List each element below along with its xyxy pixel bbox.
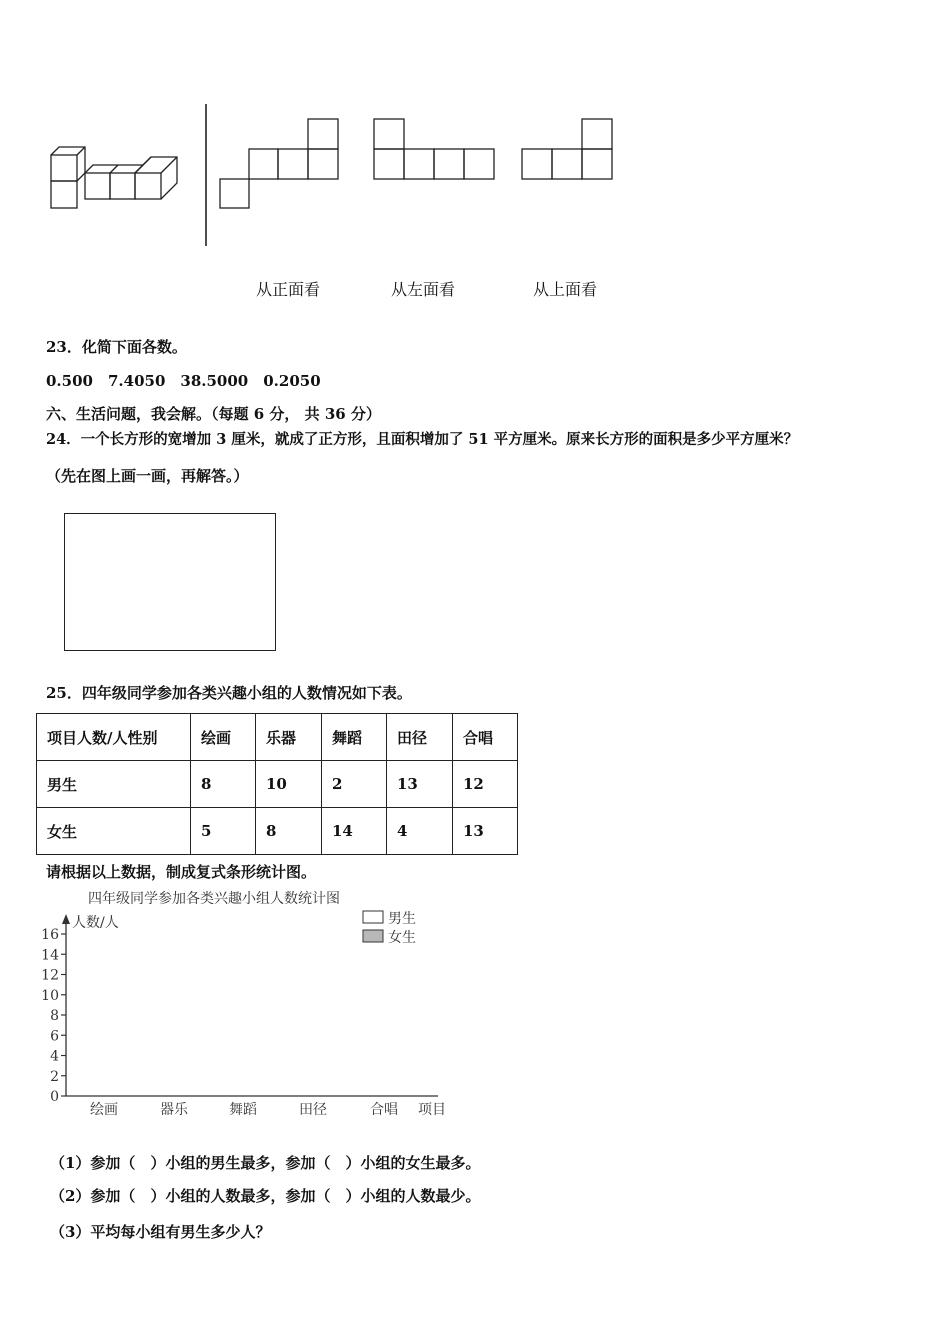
q23-title: 23．化简下面各数。 [46,338,187,356]
table-cell: 男生 [37,761,191,808]
cube-model-drawing [51,147,177,208]
three-view-figure [0,95,700,255]
top-view-drawing [522,119,612,179]
y-tick-label: 0 [50,1089,59,1105]
q25-question-3: （3）平均每小组有男生多少人？ [50,1223,271,1241]
q24-hint: （先在图上画一画，再解答。） [46,467,249,485]
q24-rectangle [64,513,276,651]
legend-label-boys: 男生 [388,911,416,927]
table-header-cell: 合唱 [453,714,518,761]
table-cell: 10 [256,761,322,808]
chart-ylabel: 人数/人 [72,915,119,931]
y-axis-arrow [62,914,70,924]
table-cell: 4 [387,808,453,855]
table-cell: 13 [453,808,518,855]
left-view-drawing [374,119,494,179]
table-header-cell: 田径 [387,714,453,761]
y-tick-label: 8 [50,1008,59,1024]
q25-question-2: （2）参加（ ）小组的人数最多，参加（ ）小组的人数最少。 [50,1187,481,1205]
q25-question-1: （1）参加（ ）小组的男生最多，参加（ ）小组的女生最多。 [50,1154,481,1172]
y-tick-label: 12 [41,967,59,984]
table-row [37,761,518,808]
table-row [37,808,518,855]
chart-title: 四年级同学参加各类兴趣小组人数统计图 [88,891,340,907]
table-cell: 2 [322,761,387,808]
y-tick-label: 14 [41,947,59,964]
x-category-label: 田径 [299,1102,327,1118]
table-header-cell: 项目人数/人性别 [37,714,191,761]
front-view-drawing [220,119,338,208]
x-category-label: 绘画 [90,1102,118,1118]
table-header-cell: 绘画 [191,714,256,761]
top-view-label: 从上面看 [533,280,598,299]
table-cell: 女生 [37,808,191,855]
legend-swatch-girls [363,930,383,942]
y-tick-label: 4 [50,1048,59,1065]
q25-title: 25．四年级同学参加各类兴趣小组的人数情况如下表。 [46,684,412,702]
y-tick-label: 2 [50,1068,59,1085]
chart-xlabel: 项目 [418,1102,446,1118]
table-cell: 13 [387,761,453,808]
table-header-cell: 乐器 [256,714,322,761]
table-cell: 8 [191,761,256,808]
table-cell: 5 [191,808,256,855]
x-category-label: 合唱 [370,1102,398,1118]
q23-numbers: 0.500 7.4050 38.5000 0.2050 [46,372,321,390]
front-view-label: 从正面看 [256,280,321,299]
legend-swatch-boys [363,911,383,923]
section6-heading: 六、生活问题，我会解。（每题 6 分， 共 36 分） [46,405,381,423]
table-cell: 8 [256,808,322,855]
table-cell: 14 [322,808,387,855]
q25-instruction: 请根据以上数据，制成复式条形统计图。 [46,863,317,881]
left-view-label: 从左面看 [391,280,456,299]
table-header-row [37,714,518,761]
interest-group-table [36,713,518,855]
x-category-label: 器乐 [160,1102,188,1118]
y-tick-label: 16 [41,927,59,943]
y-tick-label: 10 [41,987,59,1004]
q24-title: 24．一个长方形的宽增加 3 厘米，就成了正方形，且面积增加了 51 平方厘米。原来长方形的面积是多少平方厘米？ [46,431,799,448]
bar-chart [0,880,480,1120]
table-cell: 12 [453,761,518,808]
y-tick-label: 6 [50,1028,59,1045]
table-header-cell: 舞蹈 [322,714,387,761]
legend-label-girls: 女生 [388,930,416,946]
x-category-label: 舞蹈 [229,1102,257,1118]
